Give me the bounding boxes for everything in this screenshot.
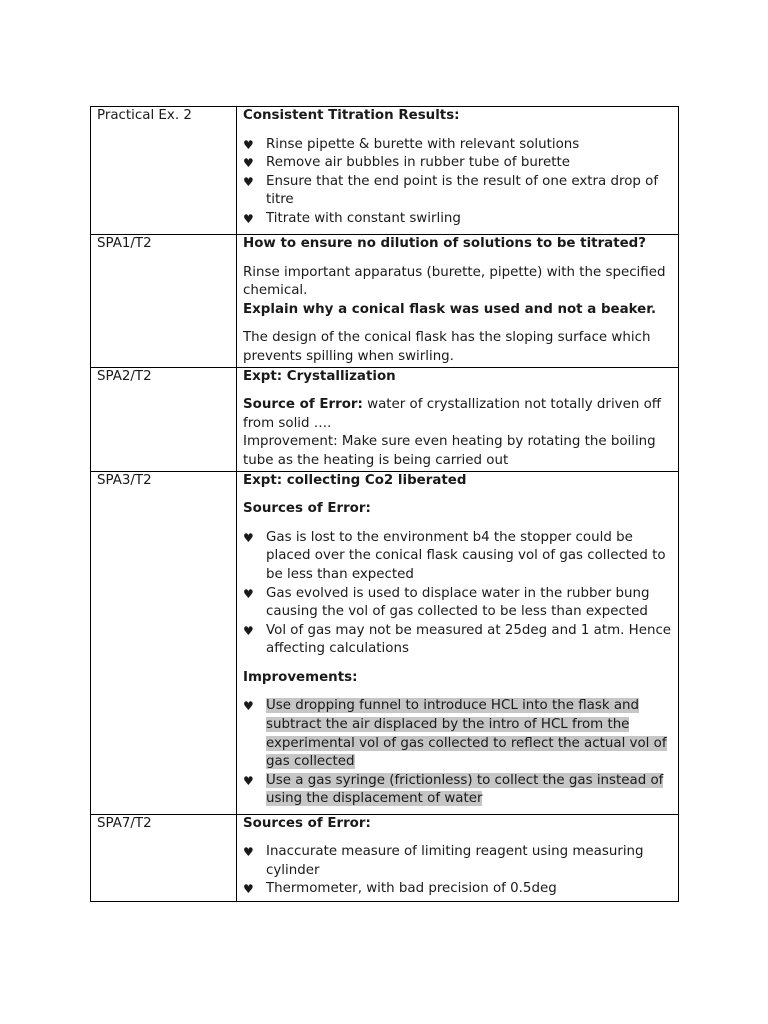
section-heading: Expt: Crystallization [243,368,396,384]
bullet-list [243,697,674,809]
list-item: ♥ Gas evolved is used to displace water in the rubber bung causing the vol of gas collected to be less than expected [243,585,650,620]
table-row [91,367,679,471]
bullet-list [243,136,674,229]
heart-bullet-icon: ♥ [243,156,254,171]
row-label: Practical Ex. 2 [91,107,237,235]
heart-bullet-icon: ♥ [243,174,254,189]
list-item: ♥ Rinse pipette & burette with relevant solutions [243,136,674,155]
heart-bullet-icon: ♥ [243,586,254,601]
improvements-heading: Improvements: [243,669,358,685]
list-item: ♥ Gas is lost to the environment b4 the stopper could be placed over the conical flask causing vol of gas collected to be less than expected [243,529,666,582]
list-item: ♥ Inaccurate measure of limiting reagent using measuring cylinder [243,844,644,878]
bullet-list [243,843,674,899]
answer-text: Rinse important apparatus (burette, pipette) with the specified chemical. [243,264,666,299]
heart-bullet-icon: ♥ [243,623,254,638]
table-row [91,107,679,235]
table-row [91,235,679,368]
heart-bullet-icon: ♥ [243,845,254,860]
row-content [237,814,679,901]
heart-bullet-icon: ♥ [243,882,254,897]
list-item: ♥ Thermometer, with bad precision of 0.5deg [243,880,674,899]
list-item: ♥ Remove air bubbles in rubber tube of burette [243,154,674,173]
heart-bullet-icon: ♥ [243,530,254,545]
list-item [243,697,674,771]
question-heading: Explain why a conical flask was used and not a beaker. [243,301,657,317]
bullet-list [243,529,674,659]
heart-bullet-icon: ♥ [243,699,254,714]
highlighted-text: Use a gas syringe (frictionless) to collect the gas instead of using the displacement of water [266,772,664,807]
improvement-text: Improvement: Make sure even heating by rotating the boiling tube as the heating is being carried out [243,434,656,468]
question-heading: How to ensure no dilution of solutions to be titrated? [243,236,647,251]
heart-bullet-icon: ♥ [243,137,254,152]
row-label: SPA2/T2 [91,367,237,471]
list-item [243,772,674,809]
table-row [91,471,679,814]
row-content [237,471,679,814]
error-text: Source of Error: water of crystallization not totally driven off from solid …. [243,397,661,431]
highlighted-text: Use dropping funnel to introduce HCL into the flask and subtract the air displaced by the intro of HCL from the experimental vol of gas collected to reflect the actual vol of gas collected [266,698,667,770]
list-item: ♥ Vol of gas may not be measured at 25deg and 1 atm. Hence affecting calculations [243,622,672,657]
heart-bullet-icon: ♥ [243,211,254,226]
table-row [91,814,679,901]
section-heading: Consistent Titration Results: [243,108,460,123]
section-heading: Sources of Error: [243,815,371,831]
row-label: SPA1/T2 [91,235,237,368]
list-item: ♥ Titrate with constant swirling [243,210,674,229]
row-content [237,235,679,368]
errors-heading: Sources of Error: [243,501,371,517]
notes-table [90,106,679,902]
row-content [237,107,679,235]
row-label: SPA3/T2 [91,471,237,814]
row-content [237,367,679,471]
answer-text: The design of the conical flask has the sloping surface which prevents spilling when swirling. [243,330,651,364]
row-label: SPA7/T2 [91,814,237,901]
heart-bullet-icon: ♥ [243,773,254,788]
section-heading: Expt: collecting Co2 liberated [243,472,467,488]
list-item: ♥ Ensure that the end point is the result of one extra drop of titre [243,173,659,208]
